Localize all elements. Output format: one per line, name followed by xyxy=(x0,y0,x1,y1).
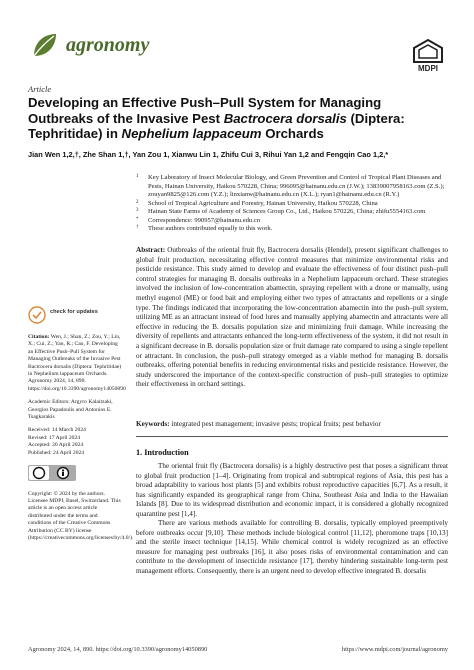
affiliation-text: Key Laboratory of Insect Molecular Biology, and Green Prevention and Control of Tropical Plant Diseases and Pests, Hainan University, Haikou 570228, China; 996095@hainanu.edu.cn (J.W.); 13839007958163.com (Z.S.); zouyan9825@126.com (Y.Z.); linxianw@hainanu.edu.cn (X.L.); ryan1@hainanu.edu.cn (R.Y.) xyxy=(148,174,445,198)
section-heading: 1. Introduction xyxy=(136,448,189,457)
footer-journal-url[interactable]: https://www.mdpi.com/journal/agronomy xyxy=(341,646,448,653)
affiliation-item xyxy=(136,225,448,234)
affiliation-mark: 3 xyxy=(136,208,139,213)
check-updates-label: check for updates xyxy=(50,309,98,315)
title-part: Bactrocera dorsalis xyxy=(223,110,347,126)
affiliation-item xyxy=(136,174,448,200)
journal-name: agronomy xyxy=(66,34,150,56)
title-part: Nephelium lappaceum xyxy=(121,126,262,141)
copyright-notice: Copyright: © 2024 by the authors. Licensee MDPI, Basel, Switzerland. This article is an open access article distributed under the terms and conditions of the Creative Commons Attribution (CC BY) license (https://creativecommons.org/licenses/by/4.0/). xyxy=(28,490,134,541)
abstract-label: Abstract: xyxy=(136,246,166,254)
footer-citation: Agronomy 2024, 14, 890. https://doi.org/10.3390/agronomy14050890 xyxy=(28,646,208,653)
article-type: Article xyxy=(28,84,52,94)
title-part: (Diptera: Tephritidae) in xyxy=(28,110,405,141)
abstract-text: Outbreaks of the oriental fruit fly, Bactrocera dorsalis (Hendel), present significant challenges to global fruit production, necessitating effective control measures that minimize environmental risks and pesticide resistance. This study aimed to develop and evaluate the effectiveness of four distinct push–pull control strategies for managing B. dorsalis outbreaks in a Nephelium lappaceum orchard. These strategies involved the inclusion of low-concentration abamectin, spraying repellent with a drone or manually, using methyl eugenol (ME) or food bait and employing either two types of attractants and repellents or a single type. The findings indicated that incorporating the low-concentration abamectin into the push–pull system, utilizing ME as an attractant instead of food lures and manually applying abamectin and attractants were all effective in reducing the B. dorsalis population size and minimizing fruit damage. While increasing the diversity of repellents and attractants enhanced the long-term effectiveness of the system, it did not result in a significant decrease in B. dorsalis population size or fruit damage rate compared to using a single repellent or attractant. In conclusion, the push–pull strategy emerged as a viable method for managing B. dorsalis outbreaks, offering potential benefits in reducing environmental risks and pesticide resistance. However, the study underscored the importance of the context-specific construction of push–pull strategies to optimize their effectiveness in orchard settings. xyxy=(136,246,449,389)
keywords-text: integrated pest management; invasive pests; tropical fruits; pest behavior xyxy=(171,420,381,428)
title-part: Orchards xyxy=(261,126,324,141)
section-divider xyxy=(136,436,448,437)
title-part: Developing an Effective Push–Pull System for Managing Outbreaks of the Invasive Pest xyxy=(28,95,382,126)
agronomy-leaf-logo-icon xyxy=(28,30,60,62)
affiliation-text: These authors contributed equally to this work. xyxy=(148,225,273,232)
article-title xyxy=(28,95,448,142)
check-for-updates-badge[interactable] xyxy=(28,306,122,328)
citation-block xyxy=(28,334,126,393)
author-list: Jian Wen 1,2,†, Zhe Shan 1,†, Yan Zou 1, Xianwu Lin 1, Zhifu Cui 3, Rihui Yan 1,2 and Fengqin Cao 1,2,* xyxy=(28,150,389,159)
check-updates-icon xyxy=(28,306,46,324)
affiliation-item xyxy=(136,208,448,217)
affiliation-text: Correspondence: 990957@hainanu.edu.cn xyxy=(148,216,261,224)
affiliation-mark: 1 xyxy=(136,174,139,179)
journal-header xyxy=(28,30,448,73)
keywords xyxy=(136,420,448,430)
publisher-name: MDPI xyxy=(418,64,438,73)
citation-label: Citation: xyxy=(28,334,50,340)
published-date: Published: 24 April 2024 xyxy=(28,449,85,456)
revised-date: Revised: 17 April 2024 xyxy=(28,434,81,441)
citation-text: Wen, J.; Shan, Z.; Zou, Y.; Lin, X.; Cui, Z.; Yan, R.; Cao, F. Developing an Effective Push–Pull System for Managing Outbreaks of the Invasive Pest Bactrocera dorsalis (Diptera: Tephritidae) in Nephelium lappaceum Orchards. Agronomy 2024, 14, 890. https://doi.org/10.3390/agronomy14050890 xyxy=(28,334,126,392)
keywords-label: Keywords: xyxy=(136,420,170,428)
accepted-date: Accepted: 20 April 2024 xyxy=(28,442,84,449)
abstract xyxy=(136,246,448,390)
affiliation-item xyxy=(136,217,448,226)
affiliation-text: School of Tropical Agriculture and Forestry, Hainan University, Haikou 570228, China xyxy=(148,199,378,207)
affiliation-mark: * xyxy=(136,216,139,222)
intro-paragraph: The oriental fruit fly (Bactrocera dorsalis) is a highly destructive pest that poses a significant threat to global fruit production [1–4]. Originating from tropical and subtropical regions of Asia, this pest has a broad adaptability to various host plants [5] and exhibits robust reproductive capacities [6,7]. As a result, it has significantly expanded its geographical range from China, Southeast Asia and India to the Hawaiian Islands [8]. Due to its widespread distribution and economic impact, it is considered a globally recognized quarantine pest [1,4]. xyxy=(136,462,448,518)
mdpi-logo-icon xyxy=(408,38,448,64)
intro-paragraph: There are various methods available for controlling B. dorsalis, typically employed preemptively before outbreaks occur [9,10]. These methods include biological control [11,12], pheromone traps [10,13] and the sterile insect technique [14,15]. While chemical control is widely recognized as an effective measure for managing pest outbreaks [16], it also poses risks of environmental contamination and can contribute to the development of insecticide resistance [17], thereby hindering sustainable long-term pest management efforts. Consequently, there is an urgent need to develop effective integrated B. dorsalis xyxy=(136,519,448,576)
creative-commons-badge-icon[interactable] xyxy=(28,465,76,481)
affiliation-text: Hainan State Farms of Academy of Sciences Group Co., Ltd., Haikou 570226, China; zhifu5554163.com xyxy=(148,208,426,215)
article-sidebar xyxy=(28,306,134,542)
academic-editors: Academic Editors: Argyro Kalaitzaki, Georgios Papadoulis and Antonios E. Tsagkarakis xyxy=(28,399,113,421)
affiliations xyxy=(136,174,448,234)
affiliation-mark: † xyxy=(136,225,139,230)
affiliation-mark: 2 xyxy=(136,199,139,205)
dates-block xyxy=(28,427,122,457)
introduction-body xyxy=(136,462,448,577)
affiliation-item xyxy=(136,200,448,209)
received-date: Received: 14 March 2024 xyxy=(28,427,86,434)
